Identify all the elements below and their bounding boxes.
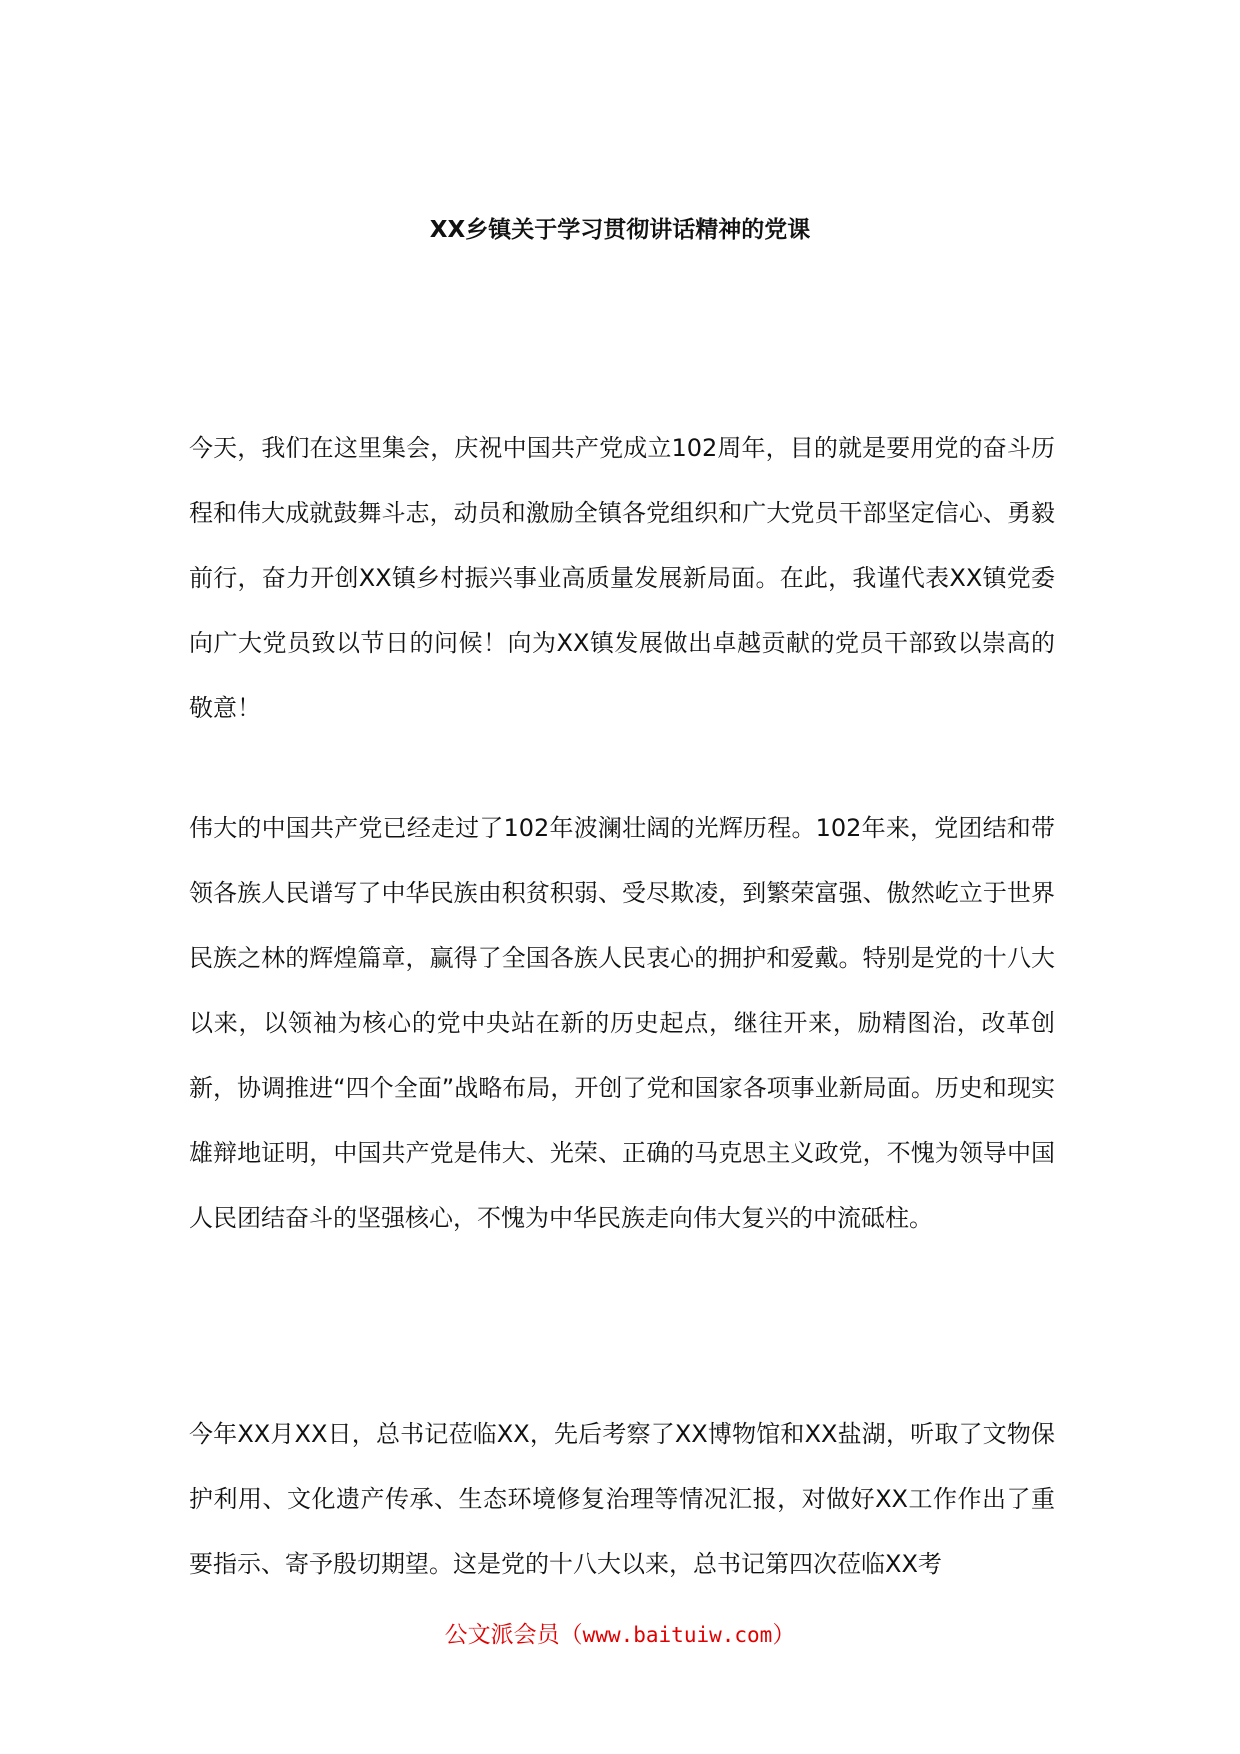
paragraph-3: 今年XX月XX日，总书记莅临XX，先后考察了XX博物馆和XX盐湖，听取了文物保护利用、文化遗产传承、生态环境修复治理等情况汇报，对做好XX工作作出了重要指示、寄予殷切期望。这是党的十八大以来，总书记第四次莅临XX考 [189,1420,1055,1578]
footer-watermark [0,1618,1240,1652]
footer-url-link[interactable]: www.baituiw.com [582,1623,773,1647]
paragraph-1: 今天，我们在这里集会，庆祝中国共产党成立102周年，目的就是要用党的奋斗历程和伟大成就鼓舞斗志，动员和激励全镇各党组织和广大党员干部坚定信心、勇毅前行，奋力开创XX镇乡村振兴事业高质量发展新局面。在此，我谨代表XX镇党委向广大党员致以节日的问候！向为XX镇发展做出卓越贡献的党员干部致以崇高的敬意！ [189,434,1055,722]
footer-label: 公文派会员（ [444,1622,583,1648]
document-title: XX乡镇关于学习贯彻讲话精神的党课 [429,217,811,243]
footer-close: ） [772,1622,796,1648]
paragraph-2: 伟大的中国共产党已经走过了102年波澜壮阔的光辉历程。102年来，党团结和带领各族人民谱写了中华民族由积贫积弱、受尽欺凌，到繁荣富强、傲然屹立于世界民族之林的辉煌篇章，赢得了全国各族人民衷心的拥护和爱戴。特别是党的十八大以来，以领袖为核心的党中央站在新的历史起点，继往开来，励精图治，改革创新，协调推进“四个全面”战略布局，开创了党和国家各项事业新局面。历史和现实雄辩地证明，中国共产党是伟大、光荣、正确的马克思主义政党，不愧为领导中国人民团结奋斗的坚强核心，不愧为中华民族走向伟大复兴的中流砥柱。 [189,814,1055,1232]
